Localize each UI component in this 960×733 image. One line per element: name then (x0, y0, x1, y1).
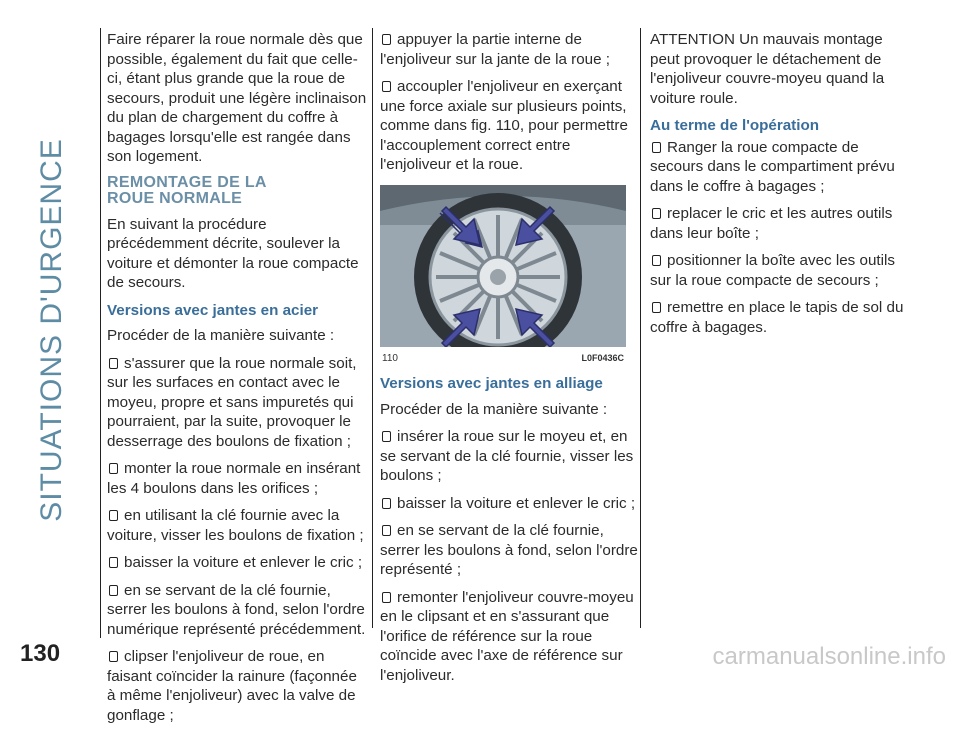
figure-wheel-cover (380, 185, 626, 369)
list-item: remettre en place le tapis de sol du coffre à bagages. (650, 299, 904, 336)
checkbox-bullet-icon (109, 463, 118, 474)
checkbox-bullet-icon (652, 255, 661, 266)
intro-paragraph: Faire réparer la roue normale dès que possible, également du fait que celle-ci, étant plus grande que la roue de secours, produit une légère inclinaison du plan de chargement du coffre à bagages lorsqu'elle est rangée dans son logement. (107, 31, 367, 165)
section-heading: REMONTAGE DE LA ROUE NORMALE (107, 173, 267, 207)
checkbox-bullet-icon (382, 81, 391, 92)
section-title-vertical: SITUATIONS D'URGENCE (35, 138, 68, 522)
column-divider (372, 28, 373, 628)
list-item: replacer le cric et les autres outils dans leur boîte ; (650, 205, 893, 242)
list-item: en utilisant la clé fournie avec la voiture, visser les boulons de fixation ; (107, 507, 364, 544)
watermark: carmanualsonline.info (712, 643, 946, 670)
list-item: positionner la boîte avec les outils sur la roue compacte de secours ; (650, 252, 895, 289)
list-item: appuyer la partie interne de l'enjoliveur sur la jante de la roue ; (380, 31, 611, 68)
subheading-steel: Versions avec jantes en acier (107, 301, 319, 319)
checkbox-bullet-icon (109, 651, 118, 662)
checkbox-bullet-icon (382, 592, 391, 603)
column-3 (650, 30, 910, 345)
list-item: accoupler l'enjoliveur en exerçant une force axiale sur plusieurs points, comme dans fig. 110, pour permettre l'accouplement correct entre l'enjoliveur et la roue. (380, 78, 628, 173)
list-item: s'assurer que la roue normale soit, sur les surfaces en contact avec le moyeu, propre et sans impuretés qui pourraient, par la suite, provoquer le desserrage des boulons de fixation ; (107, 354, 357, 450)
list-item: monter la roue normale en insérant les 4 boulons dans les orifices ; (107, 460, 361, 497)
checkbox-bullet-icon (109, 557, 118, 568)
figure-number: 110 (382, 352, 398, 364)
list-item: en se servant de la clé fournie, serrer les boulons à fond, selon l'ordre numérique représenté précédemment. (107, 581, 366, 638)
list-item: insérer la roue sur le moyeu et, en se servant de la clé fournie, visser les boulons ; (380, 428, 634, 484)
column-divider (100, 28, 101, 638)
checkbox-bullet-icon (382, 431, 391, 442)
lead-text: Procéder de la manière suivante : (380, 400, 608, 418)
figure-caption (380, 347, 626, 369)
subheading-alloy: Versions avec jantes en alliage (380, 375, 603, 392)
checkbox-bullet-icon (652, 208, 661, 219)
list-item: Ranger la roue compacte de secours dans le compartiment prévu dans le coffre à bagages ; (650, 138, 895, 195)
column-divider (640, 28, 641, 628)
checkbox-bullet-icon (109, 585, 118, 596)
warning-paragraph: ATTENTION Un mauvais montage peut provoquer le détachement de l'enjoliveur couvre-moyeu quand la voiture roule. (650, 31, 885, 107)
subheading-end-of-operation: Au terme de l'opération (650, 117, 820, 134)
page-number: 130 (20, 640, 61, 667)
checkbox-bullet-icon (652, 142, 661, 153)
column-2 (380, 30, 640, 693)
checkbox-bullet-icon (382, 525, 391, 536)
checkbox-bullet-icon (382, 498, 391, 509)
list-item: baisser la voiture et enlever le cric ; (380, 494, 640, 514)
checkbox-bullet-icon (652, 302, 661, 313)
checkbox-bullet-icon (382, 34, 391, 45)
checkbox-bullet-icon (109, 358, 118, 369)
wheel-cover-illustration (380, 185, 626, 347)
list-item: clipser l'enjoliveur de roue, en faisant coïncider la rainure (façonnée à même l'enjoliveur) avec la valve de gonflage ; (107, 648, 357, 724)
procedure-paragraph: En suivant la procédure précédemment décrite, soulever la voiture et démonter la roue compacte de secours. (107, 215, 359, 291)
list-item: baisser la voiture et enlever le cric ; (107, 553, 367, 573)
figure-code: L0F0436C (581, 352, 624, 363)
checkbox-bullet-icon (109, 510, 118, 521)
column-1 (107, 30, 367, 733)
list-item: remonter l'enjoliveur couvre-moyeu en le clipsant et en s'assurant que l'orifice de référence sur la roue coïncide avec l'axe de référence sur l'enjoliveur. (380, 588, 634, 684)
lead-text: Procéder de la manière suivante : (107, 327, 335, 344)
list-item: en se servant de la clé fournie, serrer les boulons à fond, selon l'ordre représenté ; (380, 522, 638, 578)
